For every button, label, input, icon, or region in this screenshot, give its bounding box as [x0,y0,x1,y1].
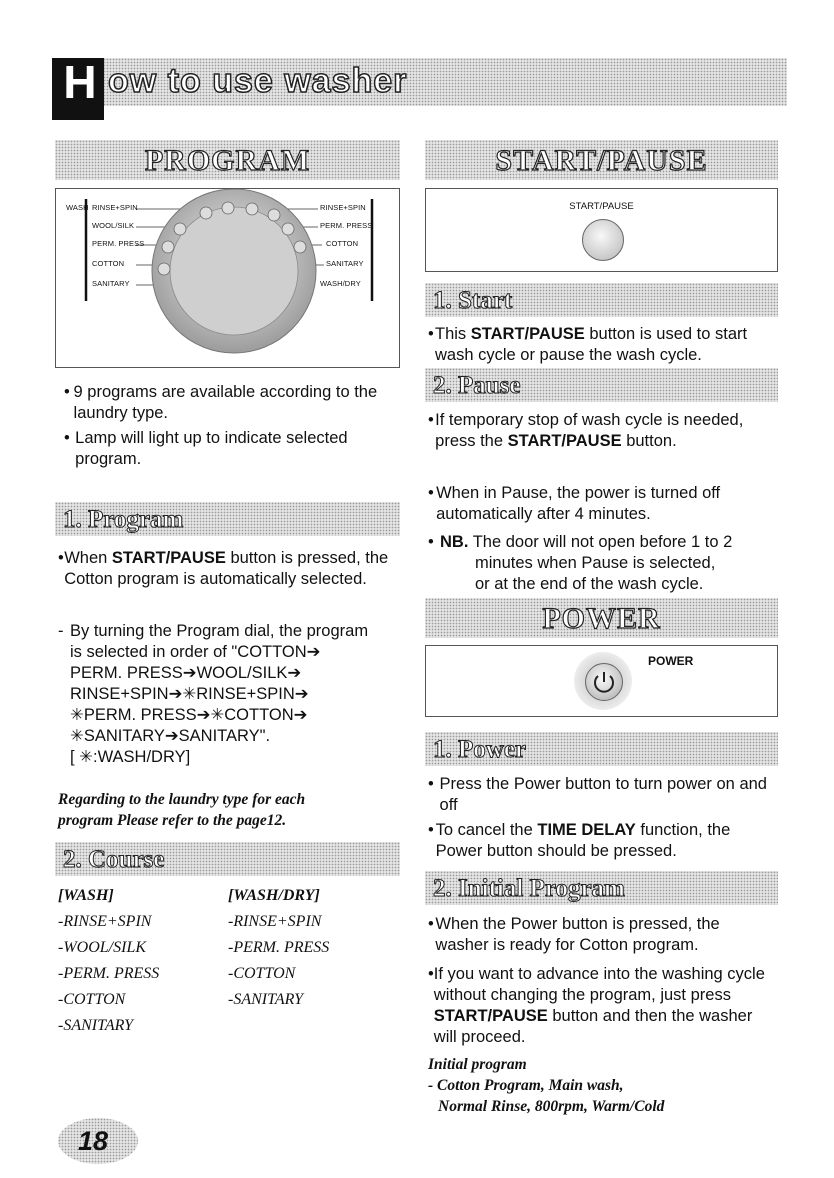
startpause-banner: START/PAUSE [425,140,778,180]
pause-bullet: • If temporary stop of wash cycle is needed, press the START/PAUSE button. [428,411,744,450]
dial-label-dry-sanitary: SANITARY [326,259,364,268]
initial-bullet: • If you want to advance into the washing cycle without changing the program, just press START/PAUSE button and then the washer will proceed. [428,965,765,1046]
initial-bullet: • When the Power button is pressed, the washer is ready for Cotton program. [428,915,720,954]
dial-label-cotton: COTTON [92,259,125,268]
program-bullet: • 9 programs are available according to the laundry type. [64,383,378,422]
power-bullet: • To cancel the TIME DELAY function, the Power button should be pressed. [428,821,731,860]
power-banner: POWER [425,598,778,638]
page-number: 18 [78,1126,109,1156]
dial-label-wash: WASH [66,203,89,212]
course-wash-list: [WASH] -RINSE+SPIN -WOOL/SILK -PERM. PRESS -COTTON -SANITARY [58,887,160,1034]
program-order-text: - By turning the Program dial, the program is selected in order of "COTTON➔ PERM. PRESS➔WOOL/SILK➔ RINSE+SPIN➔✳RINSE+SPIN➔ ✳PERM. PRESS➔✳COTTON➔ ✳SANITARY➔SANITARY". [ ✳:WASH/DRY] [58,622,369,766]
start-bullet: • This START/PAUSE button is used to start wash cycle or pause the wash cycle. [428,325,748,364]
program-bullet: • Lamp will light up to indicate selected program. [64,429,348,468]
power-icon [586,664,622,700]
power-button[interactable] [585,663,623,701]
subheading-start: 1. Start [425,283,778,317]
startpause-panel-label: START/PAUSE [569,201,634,212]
subheading-initial-program: 2. Initial Program [425,871,778,905]
subheading-power: 1. Power [425,732,778,766]
dial-label-perm-press: PERM. PRESS [92,239,145,248]
startpause-button[interactable] [582,219,624,261]
power-bullet: • Press the Power button to turn power on and off [428,775,767,814]
dial-label-dry-rinse-spin: RINSE+SPIN [320,203,366,212]
initial-program-note: Initial program - Cotton Program, Main wash, Normal Rinse, 800rpm, Warm/Cold [428,1056,665,1115]
dial-label-dry-cotton: COTTON [326,239,359,248]
subheading-pause: 2. Pause [425,368,778,402]
program-start-bullet: • When START/PAUSE button is pressed, the Cotton program is automatically selected. [58,549,389,588]
program-dial-illustration [56,189,399,367]
dial-label-wash-dry: WASH/DRY [320,279,361,288]
dial-label-dry-perm-press: PERM. PRESS [320,221,373,230]
header-letter: H [63,56,97,108]
dial-label-rinse-spin: RINSE+SPIN [92,203,138,212]
program-note: Regarding to the laundry type for each program Please refer to the page12. [58,791,306,829]
subheading-course: 2. Course [55,842,400,876]
subheading-program: 1. Program [55,502,400,536]
dial-label-wool-silk: WOOL/SILK [92,221,135,230]
power-panel-label: POWER [648,654,694,668]
power-panel [425,645,778,717]
pause-note: • NB. The door will not open before 1 to 2 minutes when Pause is selected, or at the end of the wash cycle. [428,533,733,593]
page-title: ow to use washer [108,62,408,100]
startpause-panel [425,188,778,272]
pause-bullet: • When in Pause, the power is turned off automatically after 4 minutes. [428,484,721,523]
program-dial-frame [55,188,400,368]
program-banner: PROGRAM [55,140,400,180]
course-wash-dry-list: [WASH/DRY] -RINSE+SPIN -PERM. PRESS -COTTON -SANITARY [228,887,330,1008]
dial-label-sanitary: SANITARY [92,279,130,288]
